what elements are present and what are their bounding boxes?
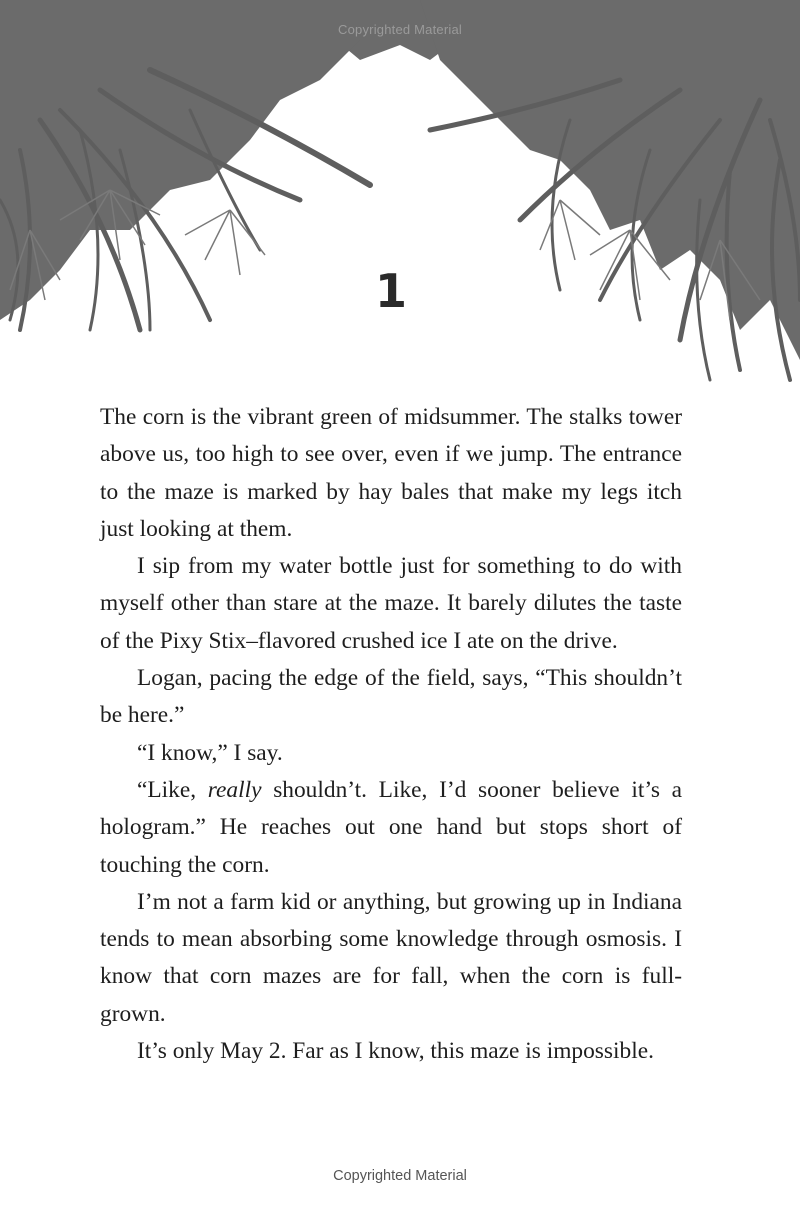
watermark-text: Copyrighted Material <box>338 22 462 37</box>
footer-copyright: Copyrighted Material <box>333 1168 467 1184</box>
paragraph-5 <box>100 772 682 884</box>
emphasis-really: really <box>207 776 262 803</box>
paragraph-3: Logan, pacing the edge of the field, says, “This shouldn’t be here.” <box>100 665 682 729</box>
paragraph-1: The corn is the vibrant green of midsummer. The stalks tower above us, too high to see over, even if we jump. The entrance to the maze is marked by hay bales that make my legs itch just looking at them. <box>100 404 682 542</box>
paragraph-6: I’m not a farm kid or anything, but growing up in Indiana tends to mean absorbing some knowledge through osmosis. I know that corn mazes are for fall, when the corn is full-grown. <box>100 888 682 1027</box>
paragraph-7: It’s only May 2. Far as I know, this maze is impossible. <box>137 1038 654 1065</box>
corn-stalks-illustration <box>0 0 800 390</box>
paragraph-2: I sip from my water bottle just for something to do with myself other than stare at the maze. It barely dilutes the taste of the Pixy Stix–flavored crushed ice I ate on the drive. <box>100 553 682 654</box>
paragraph-5-start: “Like, <box>137 776 208 803</box>
paragraph-4: “I know,” I say. <box>137 739 283 766</box>
paragraph-5-end: shouldn’t. Like, I’d sooner believe it’s a hologram.” He reaches out one hand but stops short of touching the corn. <box>100 776 682 878</box>
chapter-number: 1 <box>374 264 407 318</box>
chapter-body <box>100 399 682 1070</box>
